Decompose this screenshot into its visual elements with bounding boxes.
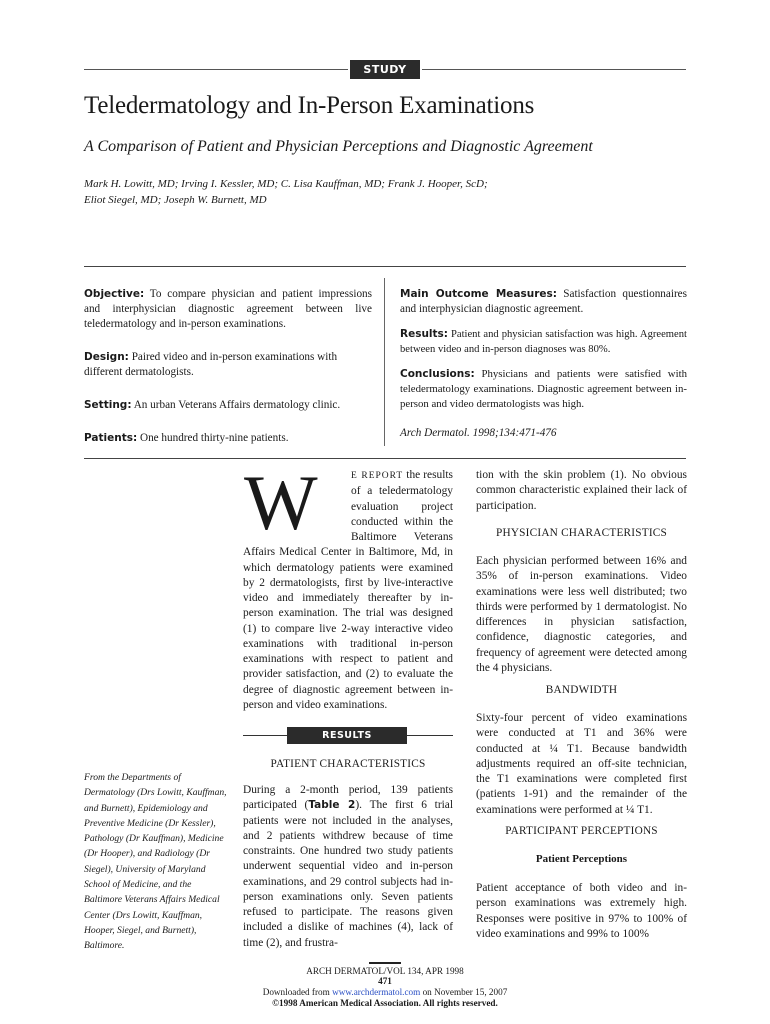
measures-text: Satisfaction questionnaires and interphysician diagnostic agreement. — [400, 288, 687, 315]
bandwidth-heading: BANDWIDTH — [545, 684, 618, 696]
abstract-divider — [384, 278, 385, 446]
table-2-reference[interactable]: Table 2 — [308, 799, 356, 812]
patient-perceptions-paragraph: Patient acceptance of both video and in-person examinations was extremely high. Responses were positive in 97% to 100% of video examinations and 99% to 100% — [476, 882, 687, 940]
results-rule-right — [407, 735, 453, 736]
design-label: Design: — [84, 351, 129, 363]
section-badge: STUDY — [350, 60, 420, 79]
intro-text: the results of a teledermatology evaluation project conducted within the Baltimore Veterans Affairs Medical Center in Baltimore, Md, in which dermatology patients were examined by 2 dermatologists, first by live-interactive video and immediately thereafter by in-person examination. The trial was designed (1) to compare live 2-way interactive video examinations with traditional in-person examinations with respect to patient and provider satisfaction, and (2) to evaluate the degree of diagnostic agreement between in-person and video examinations. — [243, 469, 453, 711]
footer-copyright: ©1998 American Medical Association. All rights reserved. — [272, 998, 498, 1008]
results-paragraph — [400, 327, 687, 357]
intro-paragraph — [243, 468, 453, 713]
patient-char-text-b: ). The first 6 trial patients were not included in the analyses, and 2 patients withdrew because of time constraints. One hundred two study patients underwent sequential video and in-person examinations, and 29 control subjects had in-person examinations only. Seven patients refused to participate. The reasons given included a dislike of machines (4), lack of time (2), and frustra- — [243, 799, 454, 949]
author-line-2: Eliot Siegel, MD; Joseph W. Burnett, MD — [84, 194, 267, 206]
design-paragraph — [84, 350, 372, 380]
patient-char-text-a: During a 2-month period, 139 patients participated ( — [243, 784, 453, 812]
intro-smallcaps: E REPORT — [351, 471, 404, 481]
results-label: Results: — [400, 328, 448, 340]
author-line-1: Mark H. Lowitt, MD; Irving I. Kessler, MD; C. Lisa Kauffman, MD; Frank J. Hooper, ScD; — [84, 178, 488, 190]
drop-cap: W — [244, 459, 318, 546]
objective-text: To compare physician and patient impressions and interphysician diagnostic agreement between live teledermatology and in-person examinations. — [84, 288, 372, 330]
physician-characteristics-paragraph: Each physician performed between 16% and 35% of in-person examinations. Video examinations were less well distributed; two thirds were performed by 1 dermatologist. No differences in physician satisfaction, confidence, diagnostic categories, and frequency of agreement were detected among the 4 physicians. — [476, 555, 687, 674]
physician-characteristics-heading: PHYSICIAN CHARACTERISTICS — [495, 527, 668, 539]
top-rule-right — [422, 69, 686, 70]
objective-label: Objective: — [84, 288, 145, 300]
setting-label: Setting: — [84, 399, 132, 411]
author-affiliations: From the Departments of Dermatology (Drs Lowitt, Kauffman, and Burnett), Epidemiology and Preventive Medicine (Dr Kessler), Pathology (Dr Kauffman), Medicine (Dr Hooper), and Radiology (Dr Siegel), University of Maryland School of Medicine, and the Baltimore Veterans Affairs Medical Center (Drs Lowitt, Kauffman, Hooper, Siegel, and Burnett), Baltimore. — [84, 772, 227, 952]
dropcap-spacer — [243, 468, 351, 540]
conclusions-text: Physicians and patients were satisfied with teledermatology examinations. Diagnostic agreement between in-person and video dermatologists was high. — [400, 368, 687, 410]
footer-download-line — [0, 987, 770, 997]
patients-paragraph — [84, 431, 372, 446]
abstract-right — [400, 287, 687, 441]
patient-characteristics-heading: PATIENT CHARACTERISTICS — [270, 758, 426, 770]
top-rule-left — [84, 69, 348, 70]
results-rule-left — [243, 735, 287, 736]
bandwidth-paragraph: Sixty-four percent of video examinations were conducted at T1 and 36% were conducted at ¼ T1. Because bandwidth adjustments required an off-site technician, the T1 examinations were completed first (patients 1-91) and the remainder of the examinations were performed at ¼ T1. — [476, 712, 687, 816]
abstract-left — [84, 287, 372, 446]
patient-characteristics-paragraph — [243, 783, 453, 951]
conclusions-paragraph — [400, 367, 687, 412]
design-text: Paired video and in-person examinations with different dermatologists. — [84, 351, 338, 378]
measures-paragraph — [400, 287, 687, 317]
col3-continuation: tion with the skin problem (1). No obvious common characteristic explained their lack of participation. — [476, 469, 687, 512]
patients-label: Patients: — [84, 432, 138, 444]
results-badge: RESULTS — [287, 727, 407, 744]
download-suffix: on November 15, 2007 — [420, 987, 508, 997]
patients-text: One hundred thirty-nine patients. — [137, 432, 289, 444]
footer-page-number: 471 — [378, 976, 392, 986]
patient-perceptions-heading: Patient Perceptions — [535, 853, 628, 865]
measures-label: Main Outcome Measures: — [400, 288, 557, 300]
setting-text: An urban Veterans Affairs dermatology clinic. — [131, 399, 341, 411]
conclusions-label: Conclusions: — [400, 368, 475, 380]
archdermatol-link[interactable]: www.archdermatol.com — [332, 987, 421, 997]
abstract-top-rule — [84, 266, 686, 267]
footer-page-rule — [369, 962, 401, 964]
abstract-bottom-rule — [84, 458, 686, 459]
article-title: Teledermatology and In-Person Examinations — [84, 92, 535, 119]
footer-journal: ARCH DERMATOL/VOL 134, APR 1998 — [306, 966, 464, 976]
results-text: Patient and physician satisfaction was high. Agreement between video and in-person diagnoses was 80%. — [400, 329, 687, 355]
author-list — [84, 176, 564, 208]
objective-paragraph — [84, 287, 372, 332]
citation: Arch Dermatol. 1998;134:471-476 — [400, 427, 557, 439]
participant-perceptions-heading: PARTICIPANT PERCEPTIONS — [505, 825, 658, 837]
setting-paragraph — [84, 398, 372, 413]
article-subtitle: A Comparison of Patient and Physician Perceptions and Diagnostic Agreement — [84, 138, 593, 155]
download-prefix: Downloaded from — [262, 987, 333, 997]
